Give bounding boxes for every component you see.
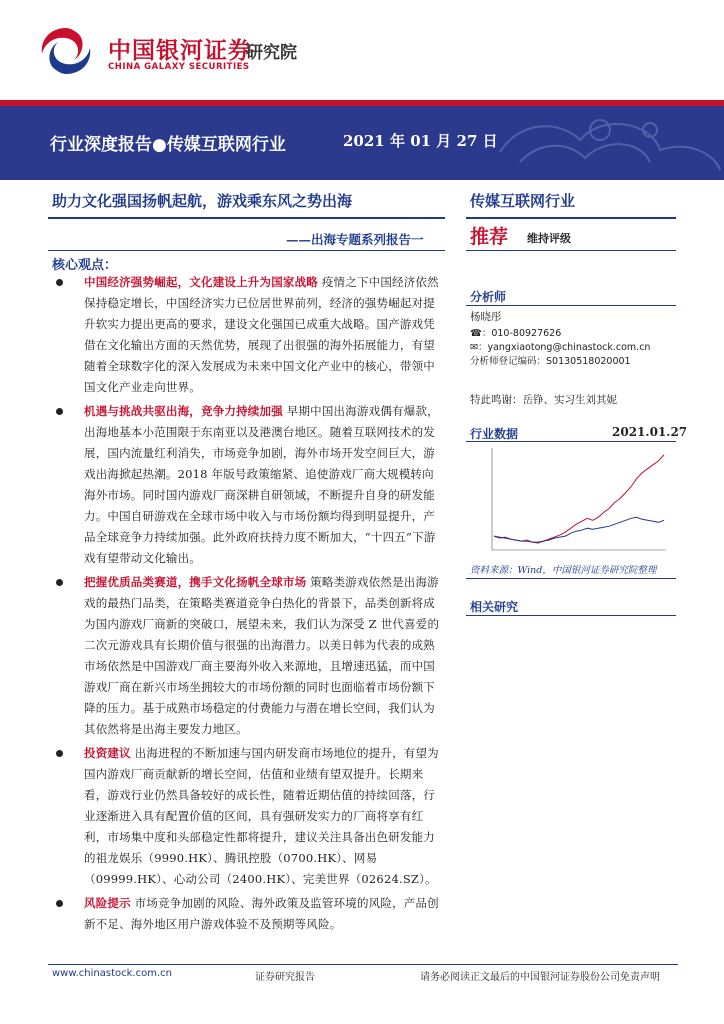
banner-date: 2021 年 01 月 27 日 <box>343 132 498 150</box>
logo-institute-text: 研究院 <box>246 43 297 63</box>
analyst-reg-no: 分析师登记编码：S0130518020001 <box>470 356 631 367</box>
related-research-label: 相关研究 <box>470 600 519 614</box>
bullet-dot-icon <box>56 279 63 286</box>
chart-line-index <box>494 455 664 543</box>
analyst-name: 杨晓彤 <box>470 311 502 323</box>
list-item <box>48 743 443 890</box>
list-item <box>48 272 443 398</box>
industry-chart <box>470 440 670 558</box>
logo-en-text: CHINA GALAXY SECURITIES <box>108 62 250 72</box>
bullet-body: 出海进程的不断加速与国内研发商市场地位的提升，有望为国内游戏厂商贡献新的增长空间，估值和业绩有望双提升。长期来看，游戏行业仍然具备较好的成长性，随着近期估值的持续回落，行业逐渐进入具有配置价值的区间，具有强研发实力的厂商将享有红利，市场集中度和头部稳定性都将提升，建议关注具备出色研发能力的祖龙娱乐（9990.HK）、腾讯控股（0700.HK）、网易（09999.HK）、心动公司（2400.HK）、完美世界（02624.SZ）。 <box>84 746 439 886</box>
key-points-list <box>48 272 443 935</box>
bullet-dot-icon <box>56 900 63 907</box>
footer-divider <box>48 964 678 965</box>
title-divider <box>48 217 445 219</box>
bullet-body: 市场竞争加剧的风险、海外政策及监管环境的风险，产品创新不足、海外地区用户游戏体验不及预期等风险。 <box>84 896 439 931</box>
list-item <box>48 893 443 935</box>
bullet-heading: 中国经济强势崛起，文化建设上升为国家战略 <box>84 275 318 289</box>
analyst-label: 分析师 <box>470 290 507 304</box>
chart-line-benchmark <box>494 517 664 542</box>
rating-note: 维持评级 <box>527 232 571 245</box>
logo-cn-text: 中国银河证券 <box>108 38 252 64</box>
footer-disclaimer: 请务必阅读正文最后的中国银河证券股份公司免责声明 <box>420 972 660 983</box>
bullet-heading: 风险提示 <box>84 896 131 910</box>
chart-series-group <box>494 455 664 543</box>
section-heading: 核心观点： <box>52 258 118 273</box>
report-title: 助力文化强国扬帆起航，游戏乘东风之势出海 <box>52 192 353 210</box>
list-item <box>48 401 443 569</box>
bullet-dot-icon <box>56 408 63 415</box>
header-banner <box>0 100 724 180</box>
banner-title: 行业深度报告●传媒互联网行业 <box>50 135 286 155</box>
list-item <box>48 572 443 740</box>
analyst-divider <box>466 305 676 306</box>
sidebar-industry: 传媒互联网行业 <box>470 192 576 210</box>
industry-data-label: 行业数据 <box>470 427 519 441</box>
bullet-heading: 把握优质品类赛道，携手文化扬帆全球市场 <box>84 575 307 589</box>
bullet-dot-icon <box>56 579 63 586</box>
bullet-body: 早期中国出海游戏偶有爆款，出海地基本小范围限于东南亚以及港澳台地区。随着互联网技术的发展，国内流量红利消失，市场竞争加剧，海外市场开发空间巨大，游戏出海掀起热潮。2018 年版号政策缩紧、追使游戏厂商大规模转向海外市场。同时国内游戏厂商深耕自研领域，不断提升自身的研发能力。中国自研游戏在全球市场中收入与市场份额均得到明显提升，产品全球竞争力持续加强。此外政府扶持力度不断加大，“十四五”下游戏有望带动文化输出。 <box>84 404 439 565</box>
bullet-body: 疫情之下中国经济依然保持稳定增长，中国经济实力已位居世界前列，经济的强势崛起对提升软实力提出更高的要求，建设文化强国已成重大战略。国产游戏凭借在文化输出方面的天然优势，展现了出很强的海外拓展能力，有望随着全球数字化的深入发展成为未来中国文化产业中的核心，带领中国文化产业走向世界。 <box>84 275 439 394</box>
footer-website-link[interactable]: www.chinastock.com.cn <box>52 968 172 979</box>
rating-text: 推荐 <box>470 226 509 248</box>
chart-source: 资料来源：Wind，中国银河证券研究院整理 <box>470 565 657 576</box>
sidebar-divider-rating <box>466 250 676 251</box>
analyst-email[interactable]: ✉：yangxiaotong@chinastock.com.cn <box>470 342 651 353</box>
footer-doc-type: 证券研究报告 <box>255 972 315 983</box>
subtitle-divider <box>48 250 445 251</box>
source-divider <box>466 578 676 579</box>
bullet-heading: 投资建议 <box>84 746 131 760</box>
galaxy-swirl-icon <box>36 24 96 78</box>
related-divider <box>466 615 676 616</box>
report-subtitle: ——出海专题系列报告一 <box>286 232 424 247</box>
bullet-dot-icon <box>56 750 63 757</box>
acknowledgement: 特此鸣谢：岳铮、实习生刘其妮 <box>470 394 617 406</box>
sidebar-divider-top <box>466 217 676 219</box>
bullet-heading: 机遇与挑战共驱出海，竞争力持续加强 <box>84 404 283 418</box>
analyst-phone: ☎：010-80927626 <box>470 328 562 339</box>
company-logo <box>36 24 316 84</box>
industry-data-date: 2021.01.27 <box>612 425 688 439</box>
bullet-body: 策略类游戏依然是出海游戏的最热门品类，在策略类赛道竞争白热化的背景下，品类创新将成为国内游戏厂商新的突破口，展望未来，我们认为深受 Z 世代喜爱的二次元游戏具有长期价值与很强的出海潜力。以美日韩为代表的成熟市场依然是中国游戏厂商主要海外收入来源地，且增速迅猛，而中国游戏厂商在新兴市场坐拥较大的市场份额的同时也面临着市场份额下降的压力。基于成熟市场稳定的付费能力与潜在增长空间，我们认为其依然将是出海主要发力地区。 <box>84 575 440 736</box>
